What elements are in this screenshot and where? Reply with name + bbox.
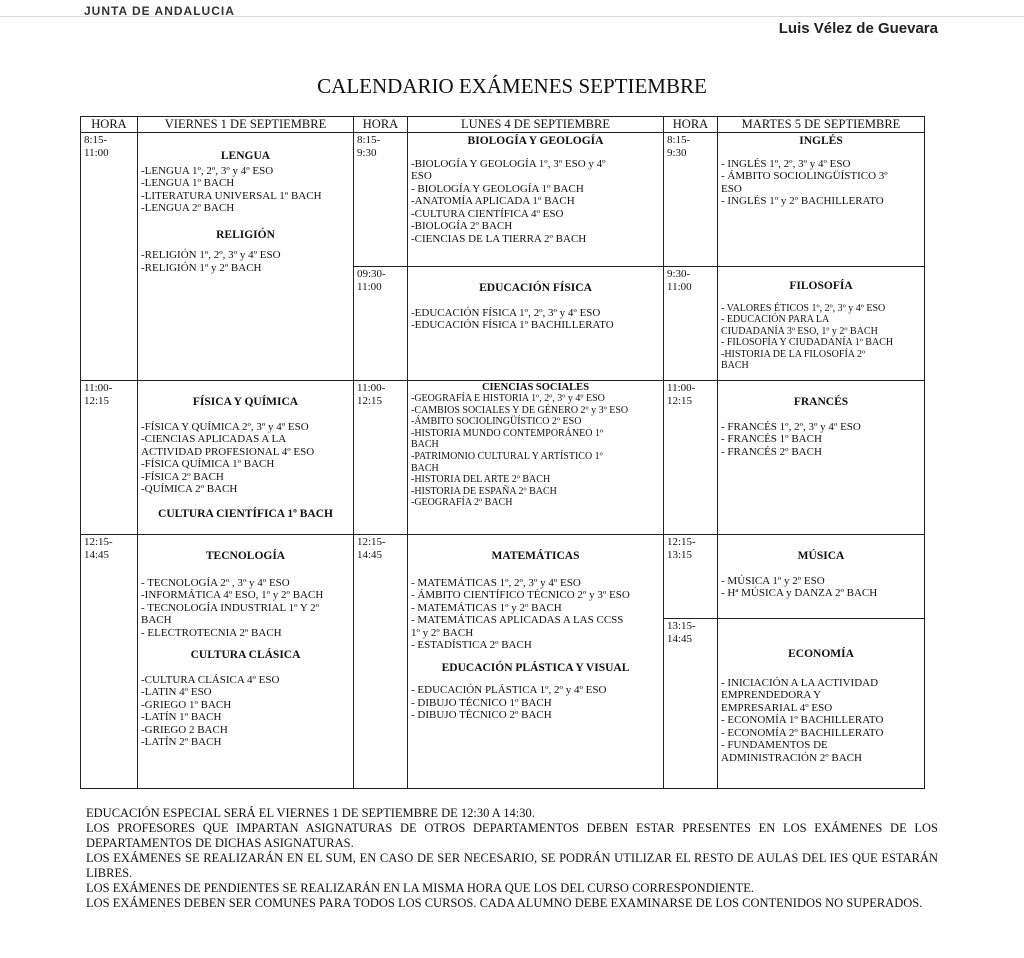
subject-item: -FÍSICA 2º BACH [141, 470, 224, 483]
subject-item: -RELIGIÓN 1º, 2º, 3º y 4º ESO [141, 249, 281, 261]
subject-item: BACH [721, 360, 749, 371]
table-header-row [81, 117, 925, 133]
subject-item: - VALORES ÉTICOS 1º, 2º, 3º y 4º ESO [721, 302, 886, 314]
subject-list [411, 158, 660, 246]
subject-heading: RELIGIÓN [216, 228, 275, 241]
time-label: 8:15- 9:30 [357, 134, 381, 159]
subject-item: -LITERATURA UNIVERSAL 1º BACH [141, 189, 322, 202]
subject-item: - FRANCÉS 1º BACH [721, 433, 822, 445]
notes-section [86, 806, 938, 911]
subject-item: - EDUCACIÓN PARA LA [721, 314, 830, 325]
subject-list [721, 158, 921, 208]
time-label: 8:15- 9:30 [667, 134, 691, 159]
time-label: 09:30- 11:00 [357, 268, 386, 293]
subject-item: - FUNDAMENTOS DE [721, 739, 828, 751]
subject-heading: EDUCACIÓN PLÁSTICA Y VISUAL [441, 661, 630, 674]
subject-item: -CIENCIAS DE LA TIERRA 2º BACH [411, 232, 587, 245]
tuesday-block-1 [718, 133, 925, 267]
subject-item: -CULTURA CLÁSICA 4º ESO [141, 673, 280, 686]
friday-block-3 [138, 535, 354, 789]
subject-item: -GEOGRAFÍA 2º BACH [411, 497, 513, 509]
friday-time-1 [81, 133, 138, 381]
note-line: LOS EXÁMENES SE REALIZARÁN EN EL SUM, EN CASO DE SER NECESARIO, SE PODRÁN UTILIZAR EL RESTO DE AULAS DEL IES QUE ESTARÁN LIBRES. [86, 851, 938, 880]
subject-heading: FRANCÉS [793, 396, 849, 408]
subject-item: -INFORMÁTICA 4º ESO, 1º y 2º BACH [141, 589, 324, 601]
subject-item: - BIOLOGÍA Y GEOLOGÍA 1º BACH [411, 182, 584, 195]
friday-time-2 [81, 381, 138, 535]
subject-item: -QUÍMICA 2º BACH [141, 483, 238, 495]
subject-list [721, 575, 921, 600]
subject-item: - MÚSICA 1º y 2º ESO [721, 574, 825, 587]
time-label: 8:15- 11:00 [84, 134, 109, 159]
time-label: 9:30- 11:00 [667, 268, 692, 293]
subject-item: BACH [141, 614, 172, 626]
subject-item: - ECONOMÍA 1º BACHILLERATO [721, 714, 884, 726]
subject-list [411, 577, 660, 652]
monday-block-4 [408, 535, 664, 789]
time-label: 12:15- 13:15 [667, 536, 696, 561]
col-hora-2: HORA [354, 117, 408, 133]
subject-list [141, 165, 350, 215]
subject-item: BACH [411, 462, 439, 474]
subject-item: -BIOLOGÍA 2º BACH [411, 220, 513, 232]
subject-heading: MATEMÁTICAS [491, 550, 580, 562]
subject-heading: MÚSICA [797, 550, 845, 562]
subject-item: BACH [411, 439, 439, 451]
subject-item: -ÁMBITO SOCIOLINGÜÍSTICO 2º ESO [411, 416, 582, 428]
tuesday-time-4 [664, 535, 718, 619]
subject-item: -CAMBIOS SOCIALES Y DE GÉNERO 2º y 3º ESO [411, 404, 629, 416]
col-friday: VIERNES 1 DE SEPTIEMBRE [138, 117, 354, 133]
note-line: LOS EXÁMENES DEBEN SER COMUNES PARA TODOS LOS CURSOS. CADA ALUMNO DEBE EXAMINARSE DE LOS CONTENIDOS NO SUPERADOS. [86, 896, 923, 910]
friday-time-3 [81, 535, 138, 789]
subject-item: ESO [721, 182, 742, 195]
subject-item: EMPRESARIAL 4º ESO [721, 701, 833, 714]
subject-list [141, 421, 350, 496]
subject-item: - FILOSOFÍA Y CIUDADANÍA 1º BACH [721, 337, 894, 348]
subject-heading: ECONOMÍA [788, 648, 854, 660]
subject-item: - DIBUJO TÉCNICO 1º BACH [411, 696, 552, 709]
friday-block-1 [138, 133, 354, 381]
time-label: 12:15- 14:45 [357, 536, 386, 561]
subject-item: ESO [411, 170, 432, 182]
monday-block-1 [408, 133, 664, 267]
subject-list [141, 249, 350, 274]
subject-item: -LATÍN 2º BACH [141, 736, 222, 748]
tuesday-block-5 [718, 619, 925, 789]
time-label: 11:00- 12:15 [667, 382, 696, 407]
subject-heading: TECNOLOGÍA [205, 550, 286, 562]
col-monday: LUNES 4 DE SEPTIEMBRE [408, 117, 664, 133]
subject-item: - Hª MÚSICA y DANZA 2º BACH [721, 587, 878, 599]
tuesday-block-3 [718, 381, 925, 535]
header-organization: JUNTA DE ANDALUCIA [84, 6, 235, 16]
subject-item: EMPRENDEDORA Y [721, 689, 822, 701]
subject-item: - ESTADÍSTICA 2º BACH [411, 639, 532, 651]
subject-item: - ECONOMÍA 2º BACHILLERATO [721, 726, 884, 739]
subject-item: -CULTURA CIENTÍFICA 4º ESO [411, 207, 564, 220]
school-name: Luis Vélez de Guevara [778, 20, 938, 37]
subject-item: - ÁMBITO CIENTÍFICO TÉCNICO 2º y 3º ESO [411, 589, 630, 601]
subject-item: -GEOGRAFÍA E HISTORIA 1º, 2º, 3º y 4º ESO [411, 393, 605, 404]
subject-item: -EDUCACIÓN FÍSICA 1º, 2º, 3º y 4º ESO [411, 306, 601, 319]
subject-list [411, 684, 660, 722]
subject-item: - FRANCÉS 2º BACH [721, 445, 822, 458]
page-title: CALENDARIO EXÁMENES SEPTIEMBRE [317, 74, 707, 98]
subject-item: -LENGUA 1º, 2º, 3º y 4º ESO [141, 164, 274, 177]
note-line: LOS EXÁMENES DE PENDIENTES SE REALIZARÁN EN LA MISMA HORA QUE LOS DEL CURSO CORRESPONDIENTE. [86, 881, 754, 895]
subject-item: - EDUCACIÓN PLÁSTICA 1º, 2º y 4º ESO [411, 684, 607, 696]
note-line: EDUCACIÓN ESPECIAL SERÁ EL VIERNES 1 DE SEPTIEMBRE DE 12:30 A 14:30. [86, 806, 535, 820]
time-label: 11:00- 12:15 [357, 382, 386, 407]
subject-item: CIUDADANÍA 3º ESO, 1º y 2º BACH [721, 325, 878, 337]
subject-item: -GRIEGO 2 BACH [141, 723, 228, 736]
subject-item: -FÍSICA Y QUÍMICA 2º, 3º y 4º ESO [141, 420, 309, 433]
subject-item: - ELECTROTECNIA 2º BACH [141, 626, 282, 639]
exam-calendar-table [80, 116, 925, 789]
monday-time-4 [354, 535, 408, 789]
subject-list [721, 303, 921, 372]
subject-heading: CULTURA CLÁSICA [190, 649, 301, 661]
subject-heading: CIENCIAS SOCIALES [481, 382, 590, 393]
subject-item: - TECNOLOGÍA 2º , 3º y 4º ESO [141, 576, 290, 589]
subject-item: - FRANCÉS 1º, 2º, 3º y 4º ESO [721, 420, 861, 433]
subject-item: - ÁMBITO SOCIOLINGÜÍSTICO 3º [721, 170, 888, 182]
subject-item: - MATEMÁTICAS APLICADAS A LAS CCSS [411, 614, 624, 626]
tuesday-time-1 [664, 133, 718, 267]
monday-time-3 [354, 381, 408, 535]
tuesday-time-3 [664, 381, 718, 535]
monday-time-2 [354, 267, 408, 381]
table-row [81, 535, 925, 619]
subject-item: -HISTORIA DEL ARTE 2º BACH [411, 474, 551, 486]
subject-item: 1º y 2º BACH [411, 626, 474, 639]
col-hora-1: HORA [81, 117, 138, 133]
table-row [81, 381, 925, 535]
subject-heading: LENGUA [220, 150, 271, 162]
subject-item: -HISTORIA DE ESPAÑA 2º BACH [411, 485, 557, 497]
subject-item: -HISTORIA MUNDO CONTEMPORÁNEO 1º [411, 427, 604, 439]
page-top-divider [0, 16, 1024, 17]
subject-list [721, 677, 921, 765]
subject-item: -FÍSICA QUÍMICA 1º BACH [141, 458, 275, 470]
subject-item: - INGLÉS 1º, 2º, 3º y 4º ESO [721, 157, 851, 170]
subject-heading: BIOLOGÍA Y GEOLOGÍA [467, 135, 604, 147]
subject-list [141, 577, 350, 640]
subject-item: -GRIEGO 1º BACH [141, 698, 232, 711]
friday-block-2 [138, 381, 354, 535]
time-label: 13:15- 14:45 [667, 620, 696, 645]
subject-item: - INICIACIÓN A LA ACTIVIDAD [721, 676, 879, 689]
subject-item: -EDUCACIÓN FÍSICA 1º BACHILLERATO [411, 319, 614, 331]
col-tuesday: MARTES 5 DE SEPTIEMBRE [718, 117, 925, 133]
subject-item: -LATÍN 1º BACH [141, 711, 222, 723]
subject-item: -LENGUA 2º BACH [141, 202, 235, 214]
subject-item: -PATRIMONIO CULTURAL Y ARTÍSTICO 1º [411, 450, 603, 462]
subject-item: -RELIGIÓN 1º y 2º BACH [141, 261, 262, 274]
subject-item: - MATEMÁTICAS 1º, 2º, 3º y 4º ESO [411, 576, 581, 589]
monday-time-1 [354, 133, 408, 267]
tuesday-block-2 [718, 267, 925, 381]
subject-item: -BIOLOGÍA Y GEOLOGÍA 1º, 3º ESO y 4º [411, 157, 606, 170]
subject-item: - DIBUJO TÉCNICO 2º BACH [411, 709, 552, 721]
subject-heading: CULTURA CIENTÍFICA 1º BACH [158, 507, 333, 520]
subject-item: -HISTORIA DE LA FILOSOFÍA 2º [721, 348, 866, 360]
monday-block-3 [408, 381, 664, 535]
note-line: LOS PROFESORES QUE IMPARTAN ASIGNATURAS DE OTROS DEPARTAMENTOS DEBEN ESTAR PRESENTES EN LOS EXÁMENES DE LOS DEPARTAMENTOS DE DICHAS ASIGNATURAS. [86, 821, 938, 850]
subject-item: ACTIVIDAD PROFESIONAL 4º ESO [141, 445, 315, 458]
subject-item: - TECNOLOGÍA INDUSTRIAL 1º Y 2º [141, 601, 320, 614]
subject-item: - MATEMÁTICAS 1º y 2º BACH [411, 601, 562, 614]
subject-item: -LATIN 4º ESO [141, 686, 212, 698]
subject-heading: FILOSOFÍA [789, 280, 853, 292]
subject-item: -LENGUA 1º BACH [141, 177, 235, 189]
subject-heading: INGLÉS [799, 135, 843, 147]
subject-item: - INGLÉS 1º y 2º BACHILLERATO [721, 195, 884, 207]
time-label: 11:00- 12:15 [84, 382, 113, 407]
subject-item: ADMINISTRACIÓN 2º BACH [721, 751, 862, 764]
subject-list [411, 393, 660, 509]
tuesday-time-2 [664, 267, 718, 381]
subject-list [141, 674, 350, 749]
subject-list [411, 307, 660, 332]
table-row [81, 133, 925, 267]
subject-item: -ANATOMÍA APLICADA 1º BACH [411, 195, 575, 207]
tuesday-time-5 [664, 619, 718, 789]
time-label: 12:15- 14:45 [84, 536, 113, 561]
subject-item: -CIENCIAS APLICADAS A LA [141, 433, 287, 445]
monday-block-2 [408, 267, 664, 381]
col-hora-3: HORA [664, 117, 718, 133]
tuesday-block-4 [718, 535, 925, 619]
subject-list [721, 421, 921, 459]
subject-heading: EDUCACIÓN FÍSICA [479, 282, 592, 294]
subject-heading: FÍSICA Y QUÍMICA [192, 396, 299, 408]
